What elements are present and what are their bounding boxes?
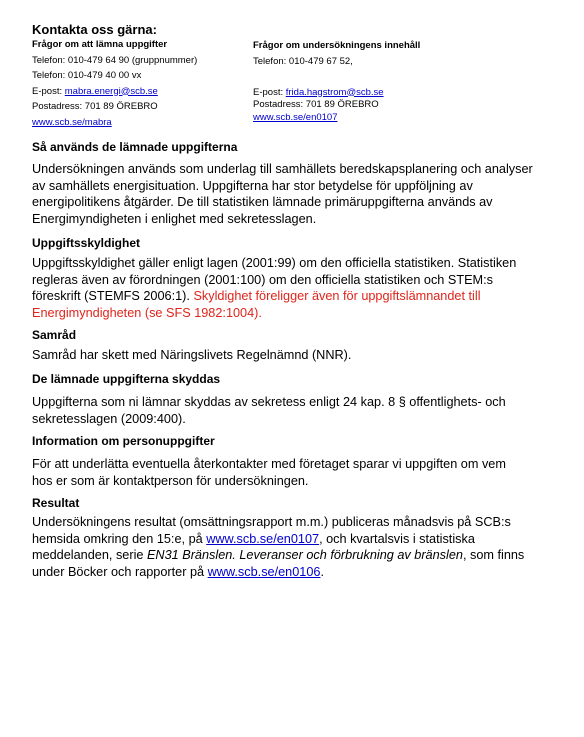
heading-usage: Så används de lämnade uppgifterna	[32, 140, 238, 154]
result-en0106-link[interactable]: www.scb.se/en0106	[207, 564, 321, 579]
result-line-2b: , och kvartalsvis i statistiska	[319, 531, 475, 546]
obligation-line-4-red: Energimyndigheten (se SFS 1982:1004).	[32, 305, 262, 320]
contact-right-phone: Telefon: 010-479 67 52,	[253, 55, 353, 67]
contact-left-phone2: Telefon: 010-479 40 00 vx	[32, 70, 142, 81]
contact-right-email-prefix: E-post:	[253, 86, 286, 98]
personal-line-1: För att underlätta eventuella återkontakter med företaget sparar vi uppgiften om vem	[32, 457, 506, 471]
contact-title: Kontakta oss gärna:	[32, 22, 157, 37]
result-line-4b: .	[320, 564, 324, 579]
heading-result: Resultat	[32, 496, 80, 510]
contact-right-heading: Frågor om undersökningens innehåll	[253, 40, 421, 51]
obligation-line-3a: föreskrift (STEMFS 2006:1).	[32, 289, 194, 304]
obligation-line-1: Uppgiftsskyldighet gäller enligt lagen (2001:99) om den officiella statistiken. Statistiken	[32, 256, 517, 270]
obligation-line-3b-red: Skyldighet föreligger även för uppgiftslämnandet till	[193, 289, 481, 304]
usage-line-4: Energimyndigheten i enlighet med sekretesslagen.	[32, 211, 317, 226]
result-en0107-link[interactable]: www.scb.se/en0107	[206, 531, 320, 546]
obligation-line-2: regleras även av förordningen (2001:100) om den officiella statistiken och STEM:s	[32, 272, 493, 287]
paragraph-consult	[32, 347, 552, 364]
heading-obligation: Uppgiftsskyldighet	[32, 236, 141, 250]
usage-line-1: Undersökningen används som underlag till samhällets beredskapsplanering och analyser	[32, 162, 533, 176]
contact-right-email-link[interactable]: frida.hagstrom@scb.se	[285, 86, 384, 98]
paragraph-personal	[32, 456, 552, 489]
usage-line-3: energipolitikens åtgärder. De till statistiken lämnade primäruppgifterna används av	[32, 195, 493, 210]
heading-protected: De lämnade uppgifterna skyddas	[32, 372, 221, 386]
paragraph-usage	[32, 161, 552, 227]
protected-line-1: Uppgifterna som ni lämnar skyddas av sekretess enligt 24 kap. 8 § offentlighets- och	[32, 395, 506, 409]
heading-consult: Samråd	[32, 328, 77, 342]
personal-line-2: hos er som är kontaktperson för undersökningen.	[32, 473, 309, 488]
contact-left-address: Postadress: 701 89 ÖREBRO	[32, 101, 158, 112]
contact-left-email-prefix: E-post:	[32, 85, 65, 97]
contact-right-web-link[interactable]: www.scb.se/en0107	[253, 111, 338, 123]
contact-left-phone1: Telefon: 010-479 64 90 (gruppnummer)	[32, 54, 198, 66]
contact-left-heading: Frågor om att lämna uppgifter	[32, 39, 168, 50]
heading-personal: Information om personuppgifter	[32, 434, 215, 448]
result-line-3a: meddelanden, serie	[32, 548, 147, 563]
protected-line-2: sekretesslagen (2009:400).	[32, 411, 186, 426]
contact-right-address: Postadress: 701 89 ÖREBRO	[253, 99, 379, 110]
result-line-1: Undersökningens resultat (omsättningsrapport m.m.) publiceras månadsvis på SCB:s	[32, 515, 511, 529]
result-line-2a: hemsida omkring den 15:e, på	[32, 531, 207, 546]
paragraph-result	[32, 514, 552, 580]
contact-right	[253, 38, 420, 125]
consult-text: Samråd har skett med Näringslivets Regelnämnd (NNR).	[32, 348, 352, 362]
result-line-3b: , som finns	[462, 548, 525, 563]
contact-left-email-link[interactable]: mabra.energi@scb.se	[64, 85, 158, 97]
contact-left-web-link[interactable]: www.scb.se/mabra	[32, 116, 112, 128]
result-line-3-italic: EN31 Bränslen. Leveranser och förbrukning av bränslen	[146, 548, 463, 563]
result-line-4a: under Böcker och rapporter på	[32, 564, 208, 579]
paragraph-protected	[32, 394, 552, 427]
usage-line-2: av samhällets energisituation. Uppgifterna har stor betydelse för uppföljning av	[32, 178, 473, 193]
contact-left	[32, 37, 197, 130]
paragraph-obligation	[32, 255, 552, 321]
